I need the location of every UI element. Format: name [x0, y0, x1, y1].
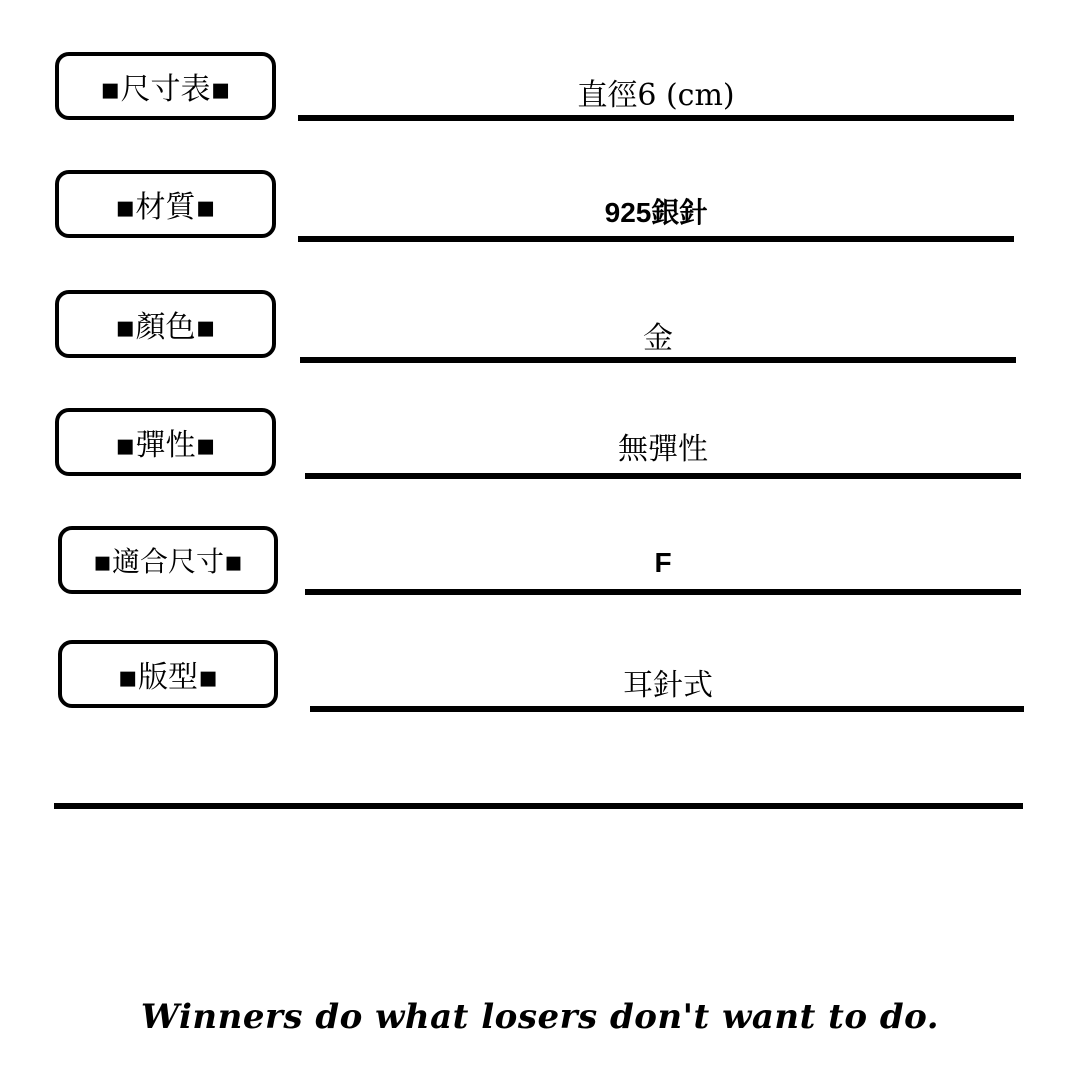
spec-label-color: ▪顏色▪: [55, 290, 276, 358]
spec-value-fit-size: F: [654, 547, 672, 578]
spec-underline-size: [298, 115, 1014, 121]
spec-label-fit-size: ▪適合尺寸▪: [58, 526, 278, 594]
spec-value-size-text: 直徑6 (cm): [577, 78, 735, 113]
motto-text: Winners do what losers don't want to do.: [140, 997, 940, 1037]
spec-value-elasticity: 無彈性: [618, 432, 708, 467]
spec-underline-fit-size: [305, 589, 1021, 595]
spec-label-size: ▪尺寸表▪: [55, 52, 276, 120]
spec-underline-material: [298, 236, 1014, 242]
spec-value-color: 金: [643, 321, 673, 356]
spec-label-material: ▪材質▪: [55, 170, 276, 238]
spec-underline-elasticity: [305, 473, 1021, 479]
spec-label-elasticity: ▪彈性▪: [55, 408, 276, 476]
spec-underline-style: [310, 706, 1024, 712]
spec-value-material: 925銀針: [604, 197, 708, 228]
spec-value-style: 耳針式: [623, 668, 713, 703]
spec-label-style: ▪版型▪: [58, 640, 278, 708]
spec-underline-color: [300, 357, 1016, 363]
bottom-divider: [54, 803, 1023, 809]
spec-value-size: [298, 70, 1014, 114]
